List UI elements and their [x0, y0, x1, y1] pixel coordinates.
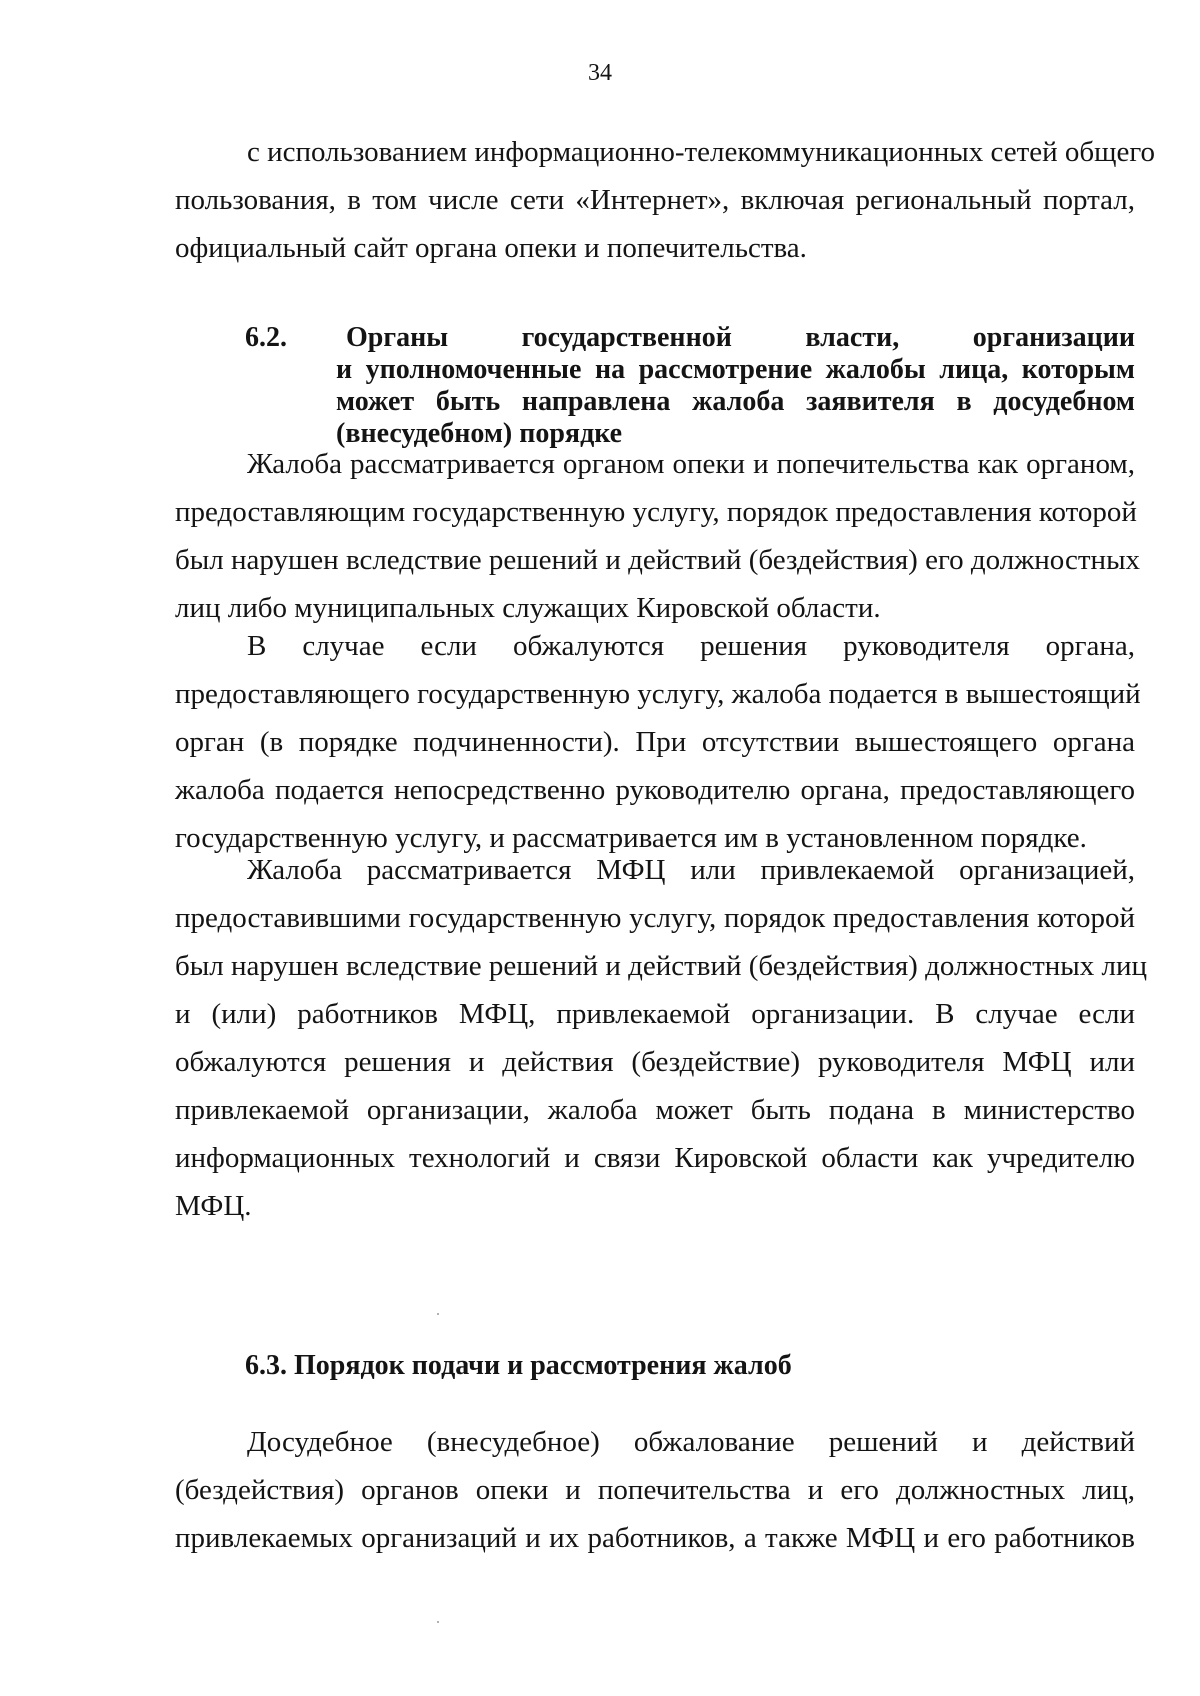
text-line: жалоба подается непосредственно руководителю органа, предоставляющего	[175, 774, 1135, 806]
text-line: предоставившими государственную услугу, порядок предоставления которой	[175, 902, 1135, 934]
scan-speck	[437, 1313, 439, 1315]
text-line: и (или) работников МФЦ, привлекаемой организации. В случае если	[175, 998, 1135, 1030]
paragraph-5	[175, 1418, 1135, 1562]
paragraph-2	[175, 440, 1141, 632]
scan-speck	[437, 1621, 439, 1623]
text-line: с использованием информационно-телекоммуникационных сетей общего	[247, 136, 1156, 168]
text-line: информационных технологий и связи Кировской области как учредителю	[175, 1142, 1135, 1174]
text-line: был нарушен вследствие решений и действий (бездействия) должностных лиц	[175, 950, 1148, 982]
text-line: Жалоба рассматривается органом опеки и попечительства как органом,	[247, 448, 1135, 480]
text-line: Досудебное (внесудебное) обжалование решений и действий	[247, 1426, 1135, 1458]
heading-line: Органы государственной власти, организации	[346, 322, 1135, 353]
text-line: привлекаемой организации, жалоба может быть подана в министерство	[175, 1094, 1135, 1126]
text-line: лиц либо муниципальных служащих Кировской области.	[175, 592, 881, 624]
text-line: государственную услугу, и рассматривается им в установленном порядке.	[175, 822, 1087, 854]
text-line: предоставляющим государственную услугу, порядок предоставления которой	[175, 496, 1137, 528]
section-number: 6.2.	[245, 322, 287, 353]
paragraph-4	[175, 846, 1148, 1230]
page-number: 34	[588, 60, 612, 86]
section-title	[336, 322, 1135, 450]
paragraph-3	[175, 622, 1141, 862]
text-line: орган (в порядке подчиненности). При отсутствии вышестоящего органа	[175, 726, 1135, 758]
text-line: Жалоба рассматривается МФЦ или привлекаемой организацией,	[247, 854, 1135, 886]
paragraph-1	[175, 128, 1156, 272]
heading-line: и уполномоченные на рассмотрение жалобы лица, которым	[336, 354, 1135, 385]
heading-line: (внесудебном) порядке	[336, 418, 623, 449]
text-line: привлекаемых организаций и их работников, а также МФЦ и его работников	[175, 1522, 1135, 1554]
text-line: В случае если обжалуются решения руководителя органа,	[247, 630, 1135, 662]
text-line: (бездействия) органов опеки и попечительства и его должностных лиц,	[175, 1474, 1135, 1506]
text-line: официальный сайт органа опеки и попечительства.	[175, 232, 807, 264]
text-line: МФЦ.	[175, 1190, 252, 1222]
heading-line: может быть направлена жалоба заявителя в досудебном	[336, 386, 1135, 417]
text-line: предоставляющего государственную услугу, жалоба подается в вышестоящий	[175, 678, 1141, 710]
section-heading-6-3: 6.3. Порядок подачи и рассмотрения жалоб	[245, 1350, 792, 1381]
text-line: обжалуются решения и действия (бездействие) руководителя МФЦ или	[175, 1046, 1135, 1078]
text-line: был нарушен вследствие решений и действий (бездействия) его должностных	[175, 544, 1141, 576]
text-line: пользования, в том числе сети «Интернет», включая региональный портал,	[175, 184, 1135, 216]
